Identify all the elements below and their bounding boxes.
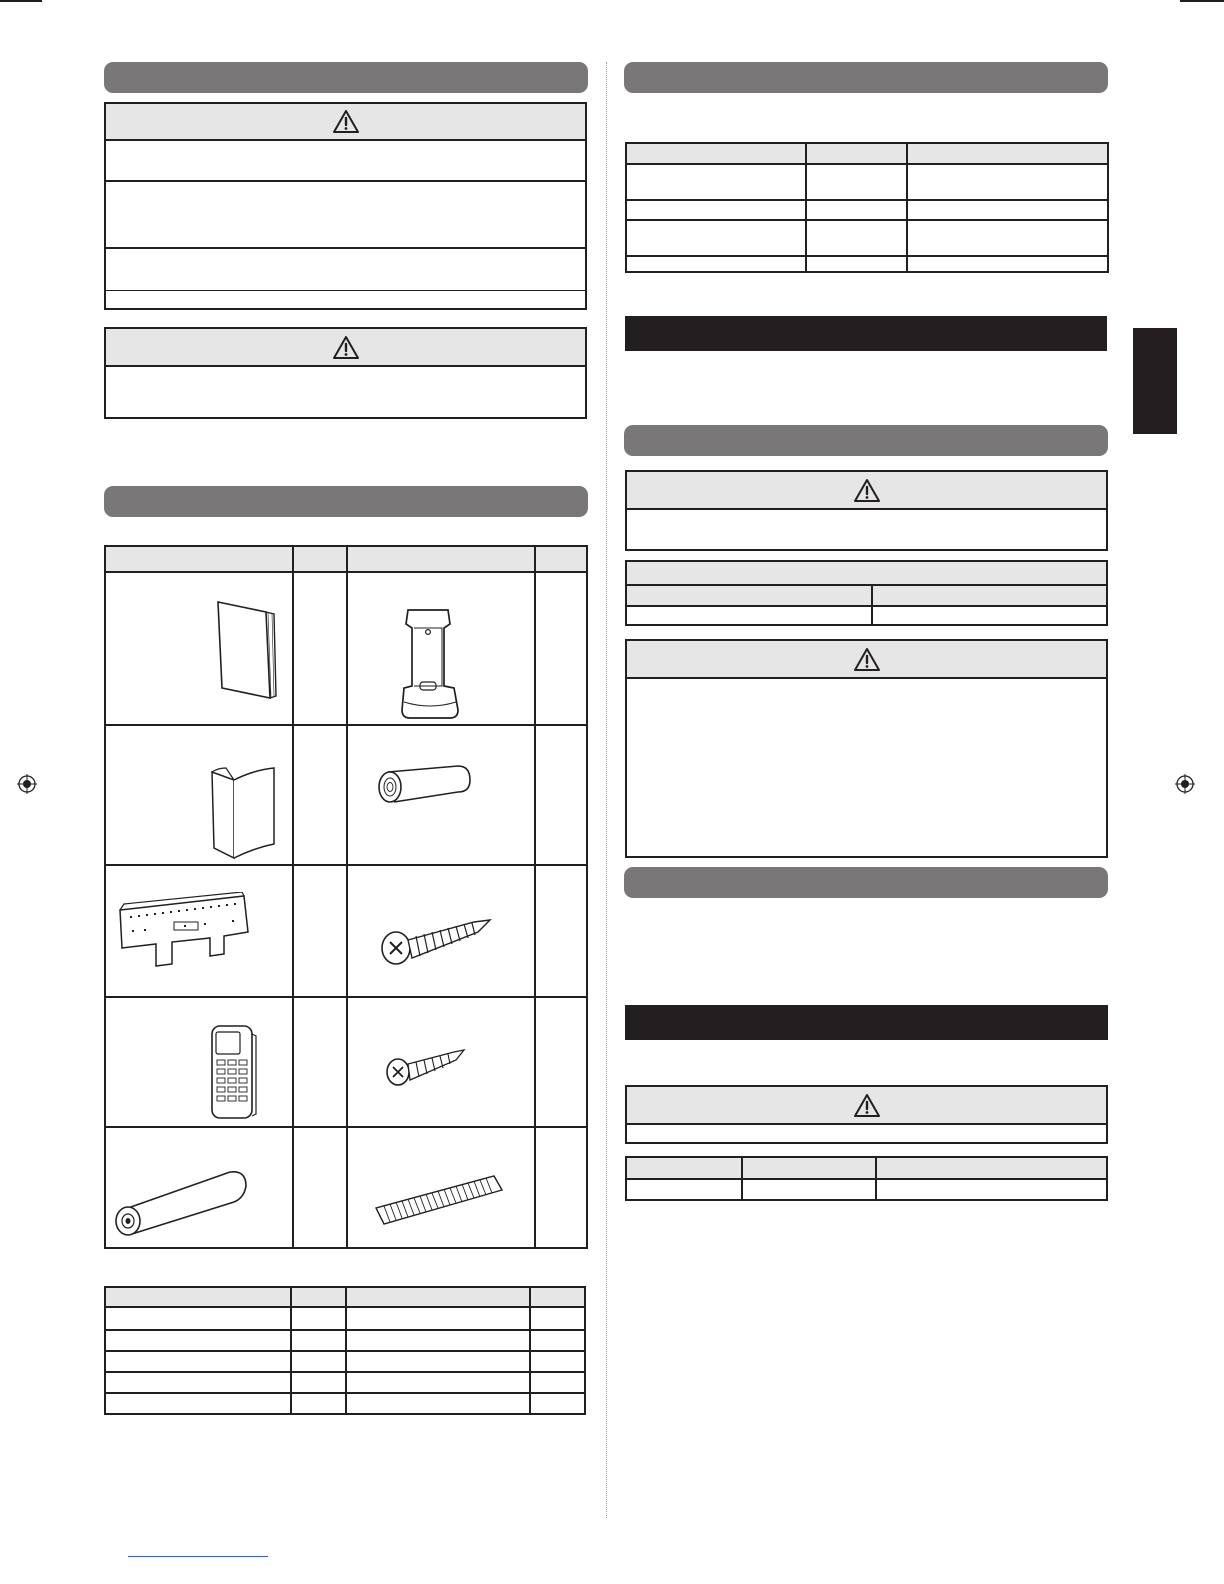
warning-box-2-header — [627, 472, 1106, 510]
registration-mark-icon — [17, 774, 37, 794]
warning-box-1-rule — [106, 290, 585, 291]
caution-box-1-header — [106, 329, 585, 367]
row-rule — [106, 1126, 586, 1128]
warning-triangle-icon — [853, 478, 881, 503]
warning-box-2 — [625, 470, 1108, 551]
filter-cylinder-illustration — [110, 1168, 250, 1238]
warning-triangle-icon — [332, 335, 360, 360]
black-header-2 — [625, 1005, 1108, 1040]
row-rule — [627, 219, 1107, 221]
optional-parts-table — [104, 1286, 586, 1415]
row-rule — [106, 996, 586, 998]
col-rule — [346, 547, 348, 1247]
col-rule — [875, 1158, 877, 1199]
row-rule — [106, 1392, 584, 1394]
section-bar-installation — [624, 425, 1108, 456]
crop-mark-top-left — [0, 0, 42, 2]
wall-hook-bracket-illustration — [114, 892, 254, 972]
air-filter-strip-illustration — [374, 1172, 504, 1228]
tapping-screw-large-illustration — [378, 912, 494, 972]
row-rule — [106, 1371, 584, 1373]
black-header-1 — [625, 316, 1107, 351]
col-rule — [871, 584, 873, 624]
operating-manual-illustration — [212, 598, 282, 702]
remote-control-illustration — [208, 1024, 258, 1122]
col-rule — [534, 547, 536, 1247]
section-bar-specifications — [624, 62, 1108, 93]
row-rule — [627, 605, 1106, 607]
wire-table-header — [627, 1158, 1106, 1180]
column-divider — [606, 62, 607, 1518]
warning-triangle-icon — [332, 109, 360, 134]
row-rule — [627, 255, 1107, 257]
row-rule — [106, 864, 586, 866]
caution-box-2 — [625, 639, 1108, 858]
row-rule — [106, 1350, 584, 1352]
crop-mark-top-right — [1180, 0, 1224, 2]
row-rule — [627, 199, 1107, 201]
caution-box-1 — [104, 327, 587, 419]
clearance-table — [625, 560, 1108, 626]
section-bar-electrical — [624, 867, 1108, 898]
warning-box-1 — [104, 102, 587, 310]
row-rule — [627, 584, 1106, 586]
warning-box-3 — [625, 1085, 1108, 1144]
col-rule — [741, 1158, 743, 1199]
spec-table-header — [627, 144, 1107, 165]
section-bar-accessories — [104, 486, 588, 517]
caution-box-2-header — [627, 641, 1106, 679]
remote-holder-illustration — [394, 606, 466, 722]
row-rule — [106, 1329, 584, 1331]
col-rule — [805, 144, 807, 271]
col-rule — [292, 547, 294, 1247]
row-rule — [106, 724, 586, 726]
tapping-screw-small-illustration — [384, 1044, 468, 1090]
warning-box-3-header — [627, 1087, 1106, 1125]
registration-mark-icon — [1175, 774, 1195, 794]
installation-manual-illustration — [204, 764, 280, 862]
wire-table — [625, 1156, 1108, 1201]
section-bar-safety — [104, 62, 588, 93]
spec-table — [625, 142, 1109, 273]
battery-illustration — [374, 760, 474, 810]
warning-triangle-icon — [853, 647, 881, 672]
footer-link-underline — [128, 1556, 268, 1557]
warning-box-1-header — [106, 104, 585, 141]
warning-triangle-icon — [853, 1093, 881, 1118]
language-tab — [1133, 328, 1177, 434]
col-rule — [906, 144, 908, 271]
warning-box-1-rule — [106, 180, 585, 182]
warning-box-1-rule — [106, 247, 585, 249]
